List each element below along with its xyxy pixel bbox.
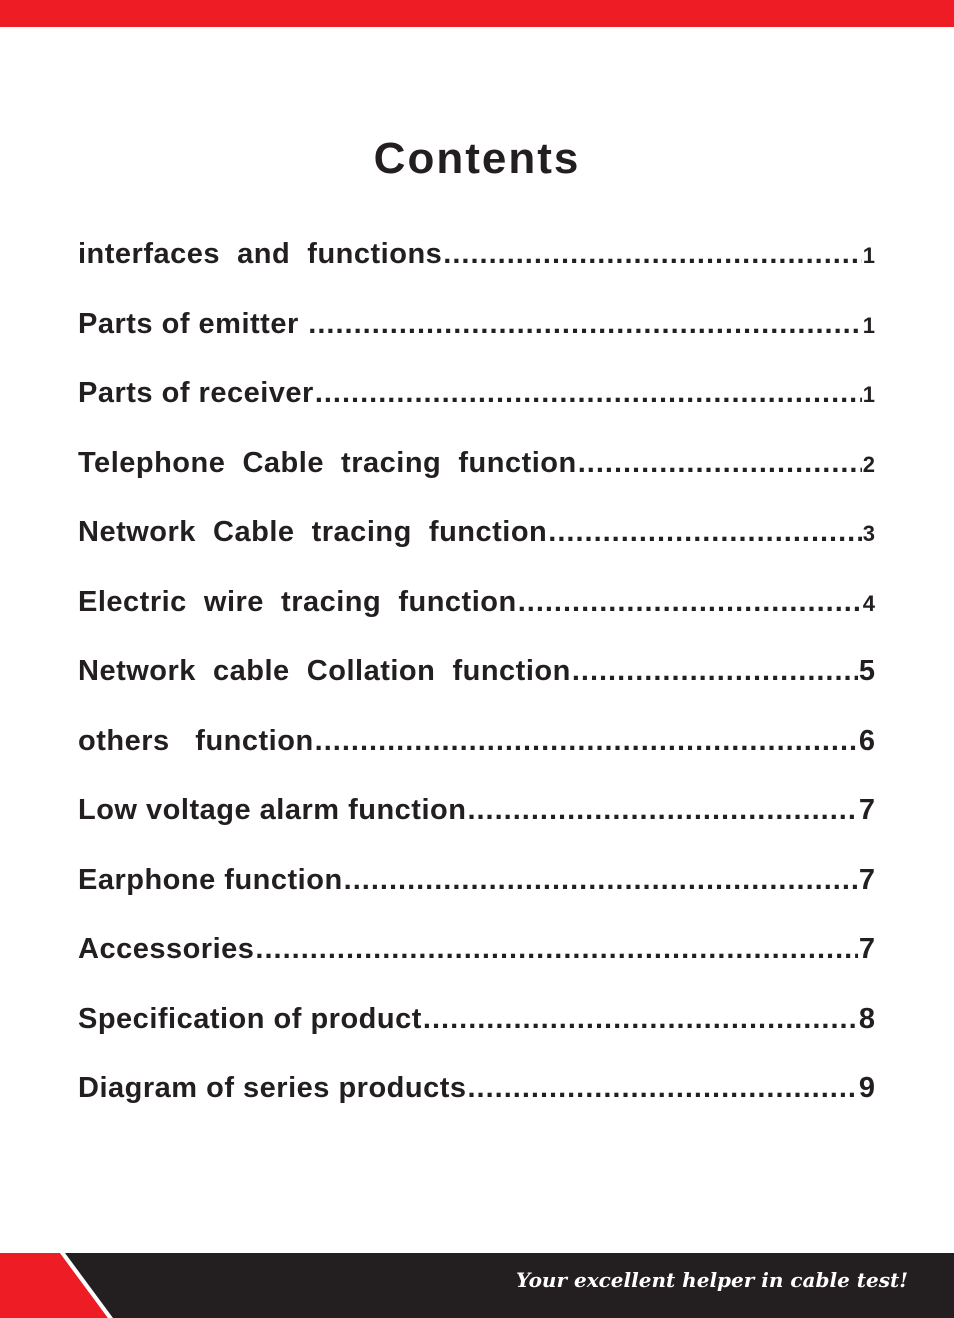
toc-entry-label: Specification of product xyxy=(78,1002,422,1035)
table-of-contents xyxy=(78,238,875,1142)
toc-entry xyxy=(78,655,875,725)
toc-entry xyxy=(78,238,875,308)
toc-entry-page: 6 xyxy=(858,724,875,757)
toc-leader-dots xyxy=(308,308,861,341)
toc-entry-page: 9 xyxy=(858,1072,875,1104)
toc-entry-page: 4 xyxy=(862,590,875,616)
toc-entry-page: 1 xyxy=(862,243,875,268)
toc-entry-page: 7 xyxy=(858,794,875,826)
toc-entry xyxy=(78,447,875,517)
toc-entry xyxy=(78,794,875,864)
toc-entry-page: 1 xyxy=(862,312,875,338)
toc-leader-dots xyxy=(423,1003,858,1036)
toc-entry-page: 5 xyxy=(858,655,875,687)
footer-tagline: Your excellent helper in cable test! xyxy=(516,1268,908,1292)
toc-leader-dots xyxy=(315,377,862,410)
toc-entry-page: 7 xyxy=(858,863,875,896)
toc-entry-label: others function xyxy=(78,724,314,757)
toc-entry xyxy=(78,586,875,656)
toc-entry-label: Earphone function xyxy=(78,863,343,896)
toc-entry-label: Telephone Cable tracing function xyxy=(78,446,577,479)
toc-leader-dots xyxy=(255,933,857,966)
toc-entry-label: Parts of emitter xyxy=(78,307,308,340)
toc-leader-dots xyxy=(572,655,858,688)
toc-entry-label: Electric wire tracing function xyxy=(78,585,517,618)
toc-entry-label: Parts of receiver xyxy=(78,377,314,409)
toc-entry-page: 3 xyxy=(862,521,875,546)
toc-entry-label: Accessories xyxy=(78,933,255,965)
toc-entry-label: Low voltage alarm function xyxy=(78,794,467,826)
toc-leader-dots xyxy=(548,516,861,549)
toc-entry-label: Network Cable tracing function xyxy=(78,516,548,548)
toc-entry-page: 8 xyxy=(858,1002,875,1035)
toc-entry xyxy=(78,725,875,795)
toc-entry-page: 2 xyxy=(862,451,875,477)
page-title: Contents xyxy=(373,134,581,183)
toc-leader-dots xyxy=(578,447,862,480)
toc-entry-label: interfaces and functions xyxy=(78,238,443,270)
toc-entry xyxy=(78,1003,875,1073)
toc-leader-dots xyxy=(443,238,861,271)
toc-entry xyxy=(78,933,875,1003)
toc-leader-dots xyxy=(518,586,862,619)
toc-entry xyxy=(78,864,875,934)
toc-leader-dots xyxy=(344,864,858,897)
toc-entry xyxy=(78,516,875,586)
toc-entry xyxy=(78,308,875,378)
toc-entry-page: 7 xyxy=(858,933,875,965)
top-red-bar xyxy=(0,0,954,27)
toc-entry-label: Network cable Collation function xyxy=(78,655,571,687)
toc-entry xyxy=(78,377,875,447)
toc-entry-label: Diagram of series products xyxy=(78,1072,467,1104)
toc-leader-dots xyxy=(467,794,857,827)
toc-leader-dots xyxy=(468,1072,858,1105)
toc-leader-dots xyxy=(315,725,858,758)
toc-entry-page: 1 xyxy=(862,382,875,407)
toc-entry xyxy=(78,1072,875,1142)
